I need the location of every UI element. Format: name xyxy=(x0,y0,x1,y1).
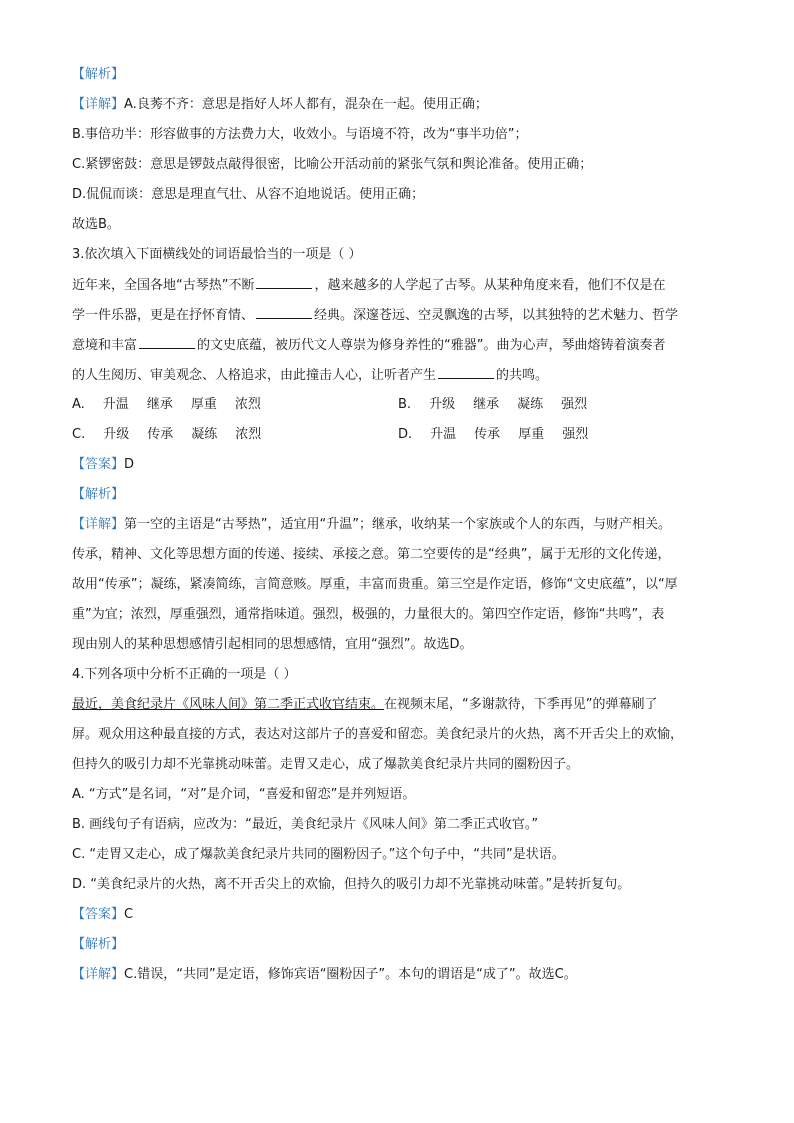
q2-detail-c: C.紧锣密鼓：意思是锣鼓点敲得很密，比喻公开活动前的紧张气氛和舆论准备。使用正确； xyxy=(72,157,593,172)
q4-detail: 【详解】C.错误，“共同”是定语，修饰宾语“圈粉因子”。本句的谓语是“成了”。故选C。 xyxy=(72,967,577,982)
q4-underlined-sentence: 最近，美食纪录片《风味人间》第二季正式收官结束。 xyxy=(72,697,385,712)
q2-detail-d: D.侃侃而谈：意思是理直气壮、从容不迫地说话。使用正确； xyxy=(72,187,425,202)
q3-passage-line-3: 意境和丰富 的文史底蕴，被历代文人尊崇为修身养性的“雅器”。曲为心声，琴曲熔铸着演奏者 xyxy=(72,334,724,356)
q2-detail-b: B.事倍功半：形容做事的方法费力大，收效小。与语境不符，改为“事半功倍”； xyxy=(72,127,528,142)
q3-detail-line-4: 重”为宜；浓烈，厚重强烈，通常指味道。强烈，极强的，力量很大的。第四空作定语，修饰“共鸣”，表 xyxy=(72,607,665,622)
q3-passage-line-1: 近年来，全国各地“古琴热”不断 ，越来越多的人学起了古琴。从某种角度来看，他们不仅是在 xyxy=(72,274,724,296)
analysis-tag: 【解析】 xyxy=(72,67,125,82)
q3-passage-line-2: 学一件乐器，更是在抒怀育情、 经典。深邃苍远、空灵飘逸的古琴，以其独特的艺术魅力、哲学 xyxy=(72,304,724,326)
q4-option-b[interactable]: B. 画线句子有语病，应改为：“最近，美食纪录片《风味人间》第二季正式收官。” xyxy=(72,817,539,832)
fill-blank-4 xyxy=(438,364,494,379)
q3-detail-line-1: 【详解】第一空的主语是“古琴热”，适宜用“升温”；继承，收纳某一个家族或个人的东西，与财产相关。 xyxy=(72,517,671,532)
fill-blank-2 xyxy=(256,304,312,319)
q4-passage-line-2: 屏。观众用这种最直接的方式，表达对这部片子的喜爱和留恋。美食纪录片的火热，离不开舌尖上的欢愉， xyxy=(72,727,684,742)
q3-passage-line-4: 的人生阅历、审美观念、人格追求，由此撞击人心，让听者产生 的共鸣。 xyxy=(72,364,724,386)
q3-answer: 【答案】D xyxy=(72,457,135,472)
q4-passage-line-1: 最近，美食纪录片《风味人间》第二季正式收官结束。在视频末尾，“多谢款待，下季再见”的弹幕刷了 xyxy=(72,697,658,712)
q3-stem: 3.依次填入下面横线处的词语最恰当的一项是（ ） xyxy=(72,247,362,262)
q4-option-d[interactable]: D. “美食纪录片的火热，离不开舌尖上的欢愉，但持久的吸引力却不光靠挑动味蕾。”是转折复句。 xyxy=(72,877,631,892)
q2-conclusion: 故选B。 xyxy=(72,217,120,232)
q3-analysis-tag: 【解析】 xyxy=(72,487,125,502)
q4-answer: 【答案】C xyxy=(72,907,134,922)
q4-stem: 4.下列各项中分析不正确的一项是（ ） xyxy=(72,667,297,682)
q4-option-a[interactable]: A. “方式”是名词，“对”是介词，“喜爱和留恋”是并列短语。 xyxy=(72,787,416,802)
q3-option-b[interactable]: B. 升级 继承 凝练 强烈 xyxy=(398,397,588,412)
q3-detail-line-5: 现由别人的某种思想感情引起相同的思想感情，宜用“强烈”。故选D。 xyxy=(72,637,473,652)
document-content xyxy=(72,64,724,994)
q4-passage-line-3: 但持久的吸引力却不光靠挑动味蕾。走胃又走心，成了爆款美食纪录片共同的圈粉因子。 xyxy=(72,757,580,772)
q3-option-c[interactable]: C. 升级 传承 凝练 浓烈 xyxy=(72,427,262,442)
q3-option-a[interactable]: A. 升温 继承 厚重 浓烈 xyxy=(72,397,261,412)
q3-options-row-1 xyxy=(72,394,724,416)
q3-options-row-2 xyxy=(72,424,724,446)
q3-option-d[interactable]: D. 升温 传承 厚重 强烈 xyxy=(398,427,589,442)
q3-detail-line-3: 故用“传承”；凝练，紧凑简练，言简意赅。厚重，丰富而贵重。第三空是作定语，修饰“文史底蕴”，以“厚 xyxy=(72,577,678,592)
q4-option-c[interactable]: C. “走胃又走心，成了爆款美食纪录片共同的圈粉因子。”这个句子中，“共同”是状语。 xyxy=(72,847,565,862)
fill-blank-3 xyxy=(139,334,195,349)
q3-detail-line-2: 传承，精神、文化等思想方面的传递、接续、承接之意。第二空要传的是“经典”，属于无形的文化传递， xyxy=(72,547,671,562)
q2-detail-a: 【详解】A.良莠不齐：意思是指好人坏人都有，混杂在一起。使用正确； xyxy=(72,97,488,112)
q4-analysis-tag: 【解析】 xyxy=(72,937,125,952)
fill-blank-1 xyxy=(256,274,312,289)
